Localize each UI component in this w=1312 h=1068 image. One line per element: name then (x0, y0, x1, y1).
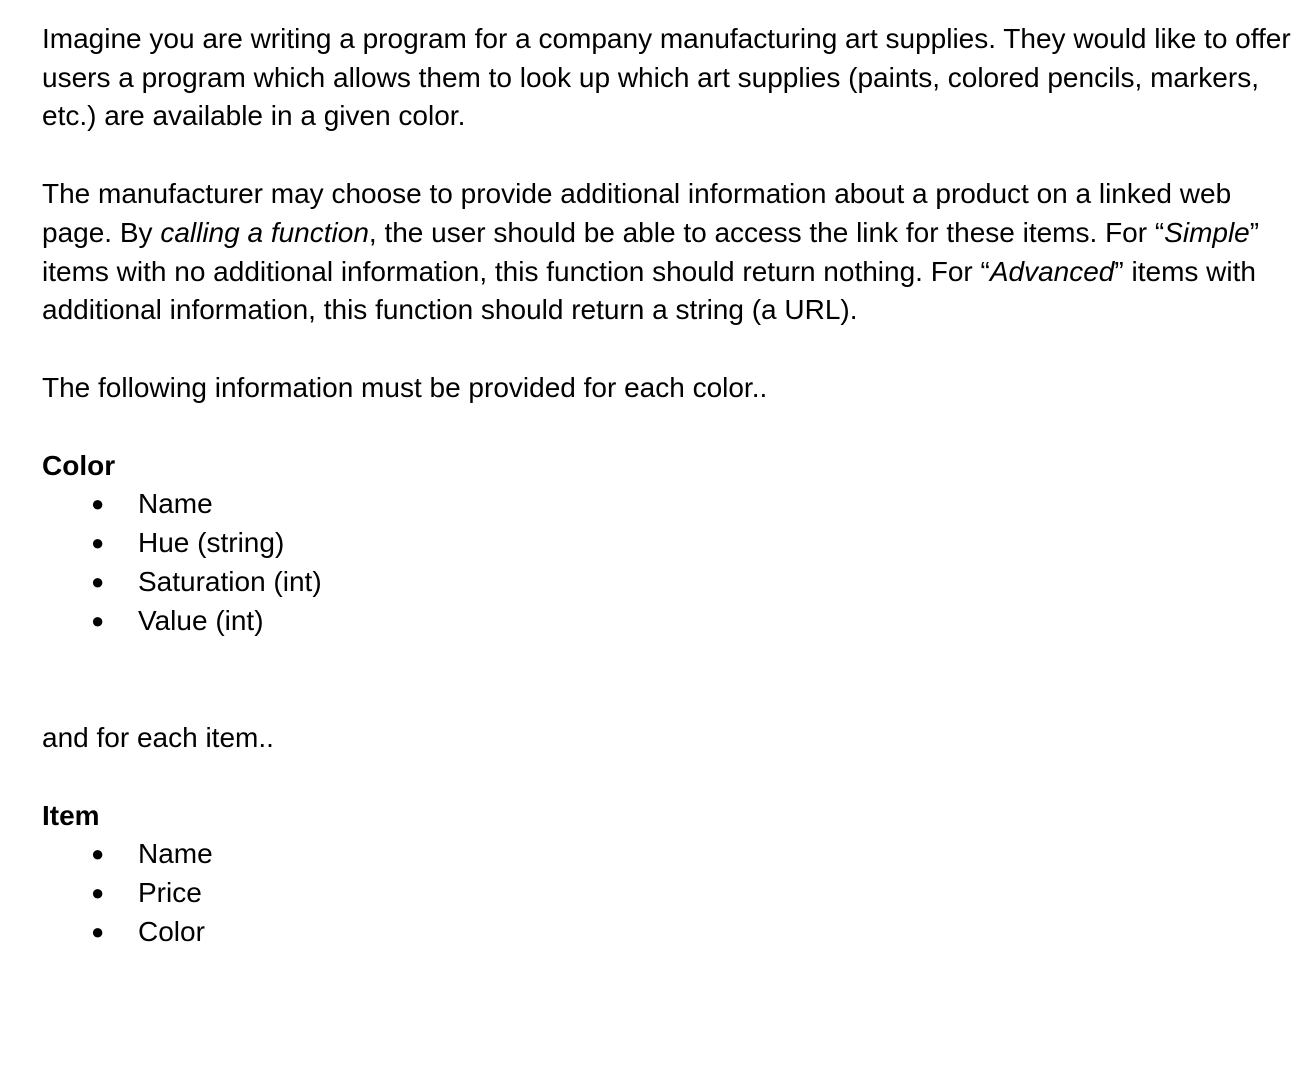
bullet-icon: ● (91, 919, 105, 945)
list-item (42, 563, 1304, 602)
item-field-list (42, 835, 1304, 952)
color-info-intro: The following information must be provided for each color.. (42, 371, 768, 403)
list-item-label: Hue (string) (138, 527, 285, 559)
calling-a-function-emphasis: calling a function (160, 216, 369, 248)
list-item (42, 913, 1304, 952)
list-item (42, 524, 1304, 563)
function-paragraph-part-1: The manufacturer may choose to provide additional information about a product on a linked web page. By (42, 178, 1232, 248)
list-item (42, 485, 1304, 524)
list-item-label: Value (int) (138, 605, 264, 637)
list-item-label: Price (138, 877, 202, 909)
section-spacer (42, 641, 1304, 719)
item-info-intro: and for each item.. (42, 721, 274, 753)
item-heading: Item (42, 799, 100, 831)
bullet-icon: ● (91, 491, 105, 517)
bullet-icon: ● (91, 569, 105, 595)
list-item-label: Name (138, 838, 213, 870)
color-heading: Color (42, 449, 116, 481)
advanced-emphasis: Advanced (989, 255, 1115, 287)
color-field-list (42, 485, 1304, 641)
bullet-icon: ● (91, 841, 105, 867)
function-paragraph-part-4: ” items with additional information, this function should return a string (a URL). (42, 255, 1256, 326)
intro-paragraph: Imagine you are writing a program for a company manufacturing art supplies. They would like to offer users a program which allows them to look up which art supplies (paints, colored pencils, markers, etc.) are available in a given color. (42, 23, 1291, 132)
bullet-icon: ● (91, 608, 105, 634)
function-paragraph (42, 175, 1304, 330)
list-item (42, 602, 1304, 641)
list-item-label: Name (138, 488, 213, 520)
list-item-label: Color (138, 916, 205, 948)
bullet-icon: ● (91, 880, 105, 906)
list-item (42, 835, 1304, 874)
document-page (42, 20, 1304, 952)
bullet-icon: ● (91, 530, 105, 556)
simple-emphasis: Simple (1164, 216, 1250, 248)
list-item (42, 874, 1304, 913)
function-paragraph-part-3: ” items with no additional information, this function should return nothing. For “ (42, 216, 1260, 287)
function-paragraph-part-2: , the user should be able to access the link for these items. For “ (368, 216, 1165, 248)
list-item-label: Saturation (int) (138, 566, 322, 598)
